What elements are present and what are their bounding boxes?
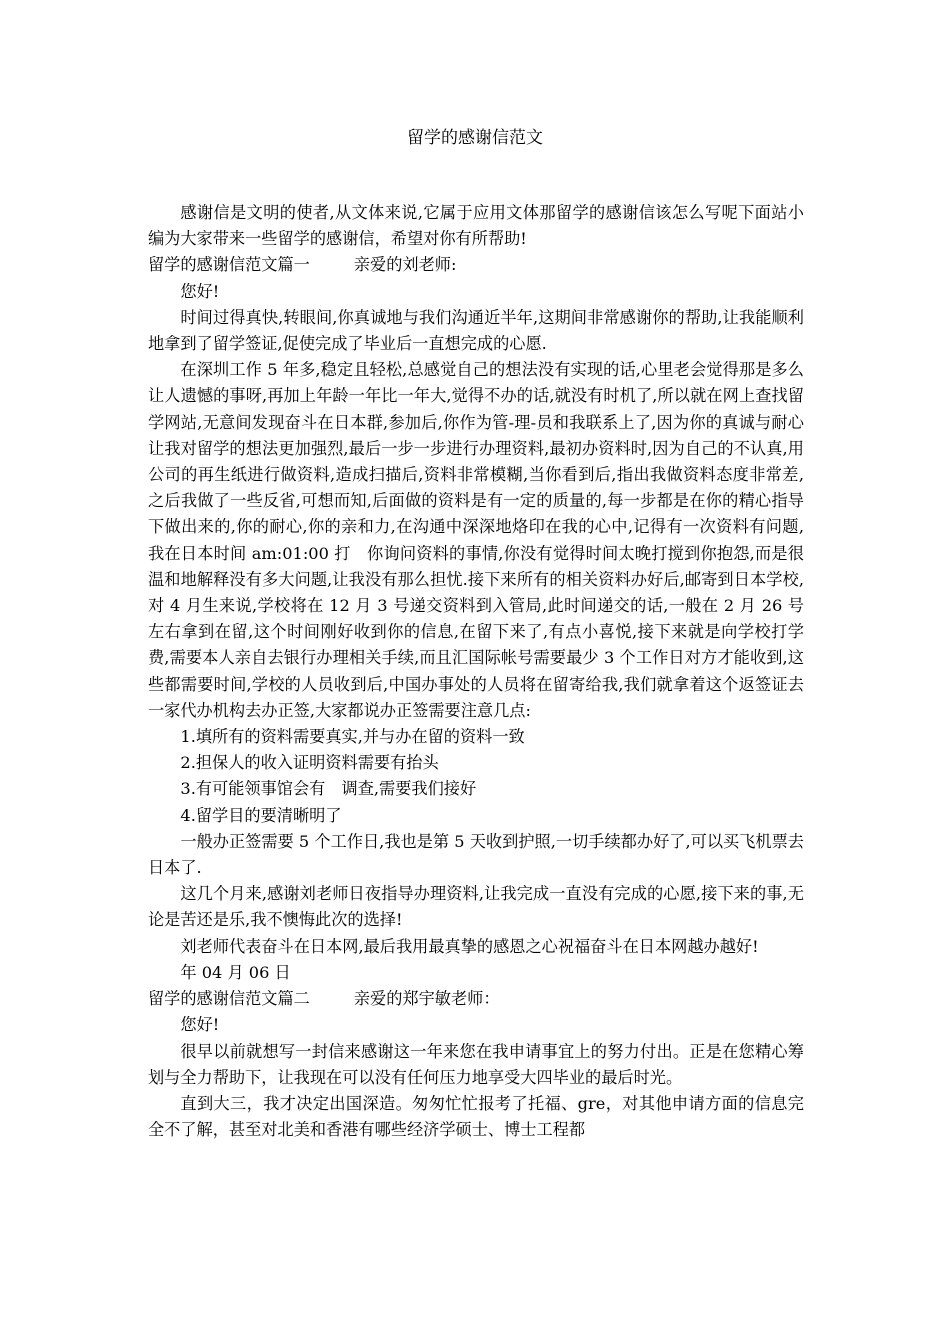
letter2-greeting: 您好! <box>180 1015 220 1035</box>
document-body <box>148 200 804 1143</box>
letter2-paragraph-1: 很早以前就想写一封信来感谢这一年来您在我申请事宜上的努力付出。正是在您精心筹划与全力帮助下，让我现在可以没有任何压力地享受大四毕业的最后时光。 <box>148 1041 804 1087</box>
letter1-paragraph-3: 一般办正签需要 5 个工作日,我也是第 5 天收到护照,一切手续都办好了,可以买飞机票去日本了. <box>148 831 804 878</box>
letter2-salutation: 亲爱的郑宇敏老师： <box>353 989 500 1009</box>
letter2-header <box>148 986 804 1012</box>
letter2-heading: 留学的感谢信范文篇二 <box>148 989 310 1009</box>
letter1-paragraph-4: 这几个月来,感谢刘老师日夜指导办理资料,让我完成一直没有完成的心愿,接下来的事,无论是苦还是乐,我不懊悔此次的选择! <box>148 884 804 930</box>
letter1-list-item: 2.担保人的收入证明资料需要有抬头 <box>180 753 439 773</box>
document-title: 留学的感谢信范文 <box>407 128 543 148</box>
letter1-list-item: 3.有可能领事馆会有 调查,需要我们接好 <box>180 779 477 799</box>
letter1-list-item: 4.留学目的要清晰明了 <box>180 805 342 825</box>
letter2-paragraph-2: 直到大三，我才决定出国深造。匆匆忙忙报考了托福、gre，对其他申请方面的信息完全不了解，甚至对北美和香港有哪些经济学硕士、博士工程都 <box>148 1093 804 1140</box>
letter1-list-item: 1.填所有的资料需要真实,并与办在留的资料一致 <box>180 727 525 747</box>
letter1-paragraph-1: 时间过得真快,转眼间,你真诚地与我们沟通近半年,这期间非常感谢你的帮助,让我能顺利地拿到了留学签证,促使完成了毕业后一直想完成的心愿. <box>148 307 804 354</box>
letter1-paragraph-5: 刘老师代表奋斗在日本网,最后我用最真挚的感恩之心祝福奋斗在日本网越办越好! <box>180 936 759 956</box>
letter1-date: 年 04 月 06 日 <box>180 962 291 982</box>
letter1-paragraph-2: 在深圳工作 5 年多,稳定且轻松,总感觉自己的想法没有实现的话,心里老会觉得那是多么让人遗憾的事呀,再加上年龄一年比一年大,觉得不办的话,就没有时机了,所以就在网上查找留学网站,无意间发现奋斗在日本群,参加后,你作为管-理-员和我联系上了,因为你的真诚与耐心让我对留学的想法更加强烈,最后一步一步进行办理资料,最初办资料时,因为自己的不认真,用公司的再生纸进行做资料,造成扫描后,资料非常模糊,当你看到后,指出我做资料态度非常差,之后我做了一些反省,可想而知,后面做的资料是有一定的质量的,每一步都是在你的精心指导下做出来的,你的耐心,你的亲和力,在沟通中深深地烙印在我的心中,记得有一次资料有问题,我在日本时间 am:01:00 打 你询问资料的事情,你没有觉得时间太晚打搅到你抱怨,而是很温和地解释没有多大问题,让我没有那么担忧.接下来所有的相关资料办好后,邮寄到日本学校,对 4 月生来说,学校将在 12 月 3 号递交资料到入管局,此时间递交的话,一般在 2 月 26 号左右拿到在留,这个时间刚好收到你的信息,在留下来了,有点小喜悦,接下来就是向学校打学费,需要本人亲自去银行办理相关手续,而且汇国际帐号需要最少 3 个工作日对方才能收到,这些都需要时间,学校的人员收到后,中国办事处的人员将在留寄给我,我们就拿着这个返签证去一家代办机构去办正签,大家都说办正签需要注意几点: <box>148 360 804 720</box>
letter1-header <box>148 252 804 278</box>
letter1-heading: 留学的感谢信范文篇一 <box>148 255 310 275</box>
letter1-salutation: 亲爱的刘老师: <box>353 255 457 275</box>
intro-paragraph: 感谢信是文明的使者,从文体来说,它属于应用文体那留学的感谢信该怎么写呢下面站小编为大家带来一些留学的感谢信，希望对你有所帮助! <box>148 203 804 249</box>
letter1-greeting: 您好! <box>180 281 220 301</box>
